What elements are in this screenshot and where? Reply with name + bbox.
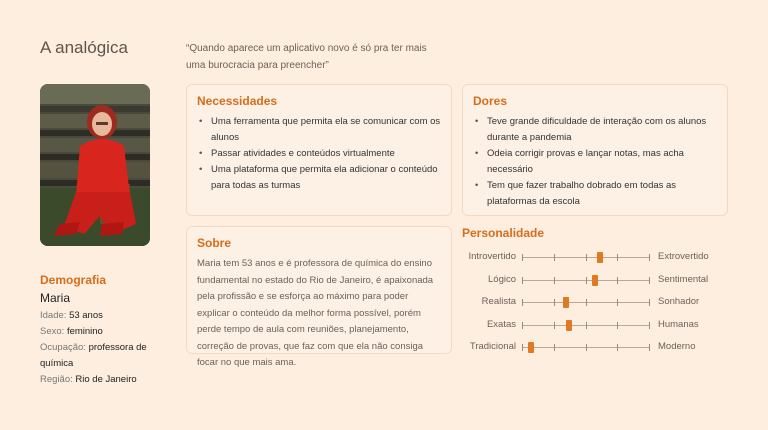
scale-track — [522, 325, 650, 326]
scale-tick — [617, 254, 618, 261]
scale-tick — [586, 322, 587, 329]
needs-card — [186, 84, 452, 216]
personality-scale-introvert-extrovert — [462, 247, 722, 270]
scale-right-label: Moderno — [658, 341, 696, 352]
pains-card — [462, 84, 728, 216]
persona-quote: “Quando aparece um aplicativo novo é só pra ter mais uma burocracia para preencher” — [186, 43, 427, 71]
scale-track — [522, 257, 650, 258]
scale-tick — [617, 344, 618, 351]
personality-scale-exact-humanities — [462, 315, 722, 338]
scale-knob — [528, 342, 534, 353]
persona-name: Maria — [40, 291, 71, 305]
needs-heading: Necessidades — [197, 94, 278, 108]
scale-tick — [649, 299, 650, 306]
scale-left-label: Tradicional — [469, 341, 516, 352]
scale-right-label: Sonhador — [658, 296, 700, 307]
demographics-region: Região: Rio de Janeiro — [40, 374, 137, 385]
pains-item: • Teve grande dificuldade de interação com os alunos durante a pandemia — [473, 114, 717, 146]
personality-scale-realist-dreamer — [462, 292, 722, 315]
scale-tick — [554, 254, 555, 261]
scale-tick — [586, 299, 587, 306]
scale-left-label: Exatas — [486, 318, 516, 330]
scale-left-label: Lógico — [488, 273, 516, 285]
scale-tick — [617, 322, 618, 329]
scale-left-label: Introvertido — [468, 251, 516, 262]
scale-tick — [649, 254, 650, 261]
scale-right-label: Humanas — [658, 318, 699, 330]
scale-tick — [586, 254, 587, 261]
needs-item: • Passar atividades e conteúdos virtualmente — [197, 146, 441, 162]
page-title: A analógica — [40, 38, 128, 57]
scale-tick — [649, 277, 650, 284]
demographics-age: Idade: 53 anos — [40, 310, 103, 321]
scale-knob — [592, 275, 598, 286]
scale-tick — [522, 299, 523, 306]
scale-tick — [522, 254, 523, 261]
needs-item: • Uma plataforma que permita ela adicionar o conteúdo para todas as turmas — [197, 162, 441, 194]
personality-scale-traditional-modern — [462, 337, 722, 360]
scale-track — [522, 347, 650, 348]
about-heading: Sobre — [197, 236, 232, 250]
demographics — [40, 273, 170, 388]
scale-tick — [554, 277, 555, 284]
scale-tick — [586, 344, 587, 351]
demographics-heading: Demografia — [40, 273, 107, 287]
needs-item: • Uma ferramenta que permita ela se comunicar com os alunos — [197, 114, 441, 146]
scale-tick — [522, 344, 523, 351]
scale-tick — [649, 344, 650, 351]
scale-tick — [522, 322, 523, 329]
about-text: Maria tem 53 anos e é professora de química do ensino fundamental no estado do Rio de Janeiro, é apaixonada pela profissão e se esforça ao máximo para poder explicar o conteúdo da melhor forma possível, porém perde tempo de aula com reuniões, planejamento, correção de provas, que faz com que ela não consiga focar no que mais ama. — [197, 258, 434, 368]
scale-tick — [617, 299, 618, 306]
scale-knob — [597, 252, 603, 263]
scale-knob — [566, 320, 572, 331]
demographics-sex: Sexo: feminino — [40, 326, 103, 337]
scale-knob — [563, 297, 569, 308]
scale-track — [522, 280, 650, 281]
scale-tick — [554, 299, 555, 306]
persona-photo — [40, 84, 150, 246]
scale-tick — [522, 277, 523, 284]
scale-tick — [649, 322, 650, 329]
about-card — [186, 226, 452, 368]
scale-tick — [586, 277, 587, 284]
pains-item: • Odeia corrigir provas e lançar notas, mas acha necessário — [473, 146, 717, 178]
demographics-occupation: Ocupação: professora de química — [40, 342, 147, 369]
personality-heading: Personalidade — [462, 226, 545, 240]
scale-right-label: Sentimental — [658, 273, 709, 285]
personality-scale-logical-sentimental — [462, 270, 722, 293]
scale-right-label: Extrovertido — [658, 251, 709, 262]
scale-left-label: Realista — [481, 296, 516, 307]
pains-item: • Tem que fazer trabalho dobrado em todas as plataformas da escola — [473, 178, 717, 210]
scale-tick — [554, 322, 555, 329]
scale-tick — [554, 344, 555, 351]
personality-section — [462, 226, 722, 360]
pains-heading: Dores — [473, 94, 508, 108]
scale-tick — [617, 277, 618, 284]
scale-track — [522, 302, 650, 303]
